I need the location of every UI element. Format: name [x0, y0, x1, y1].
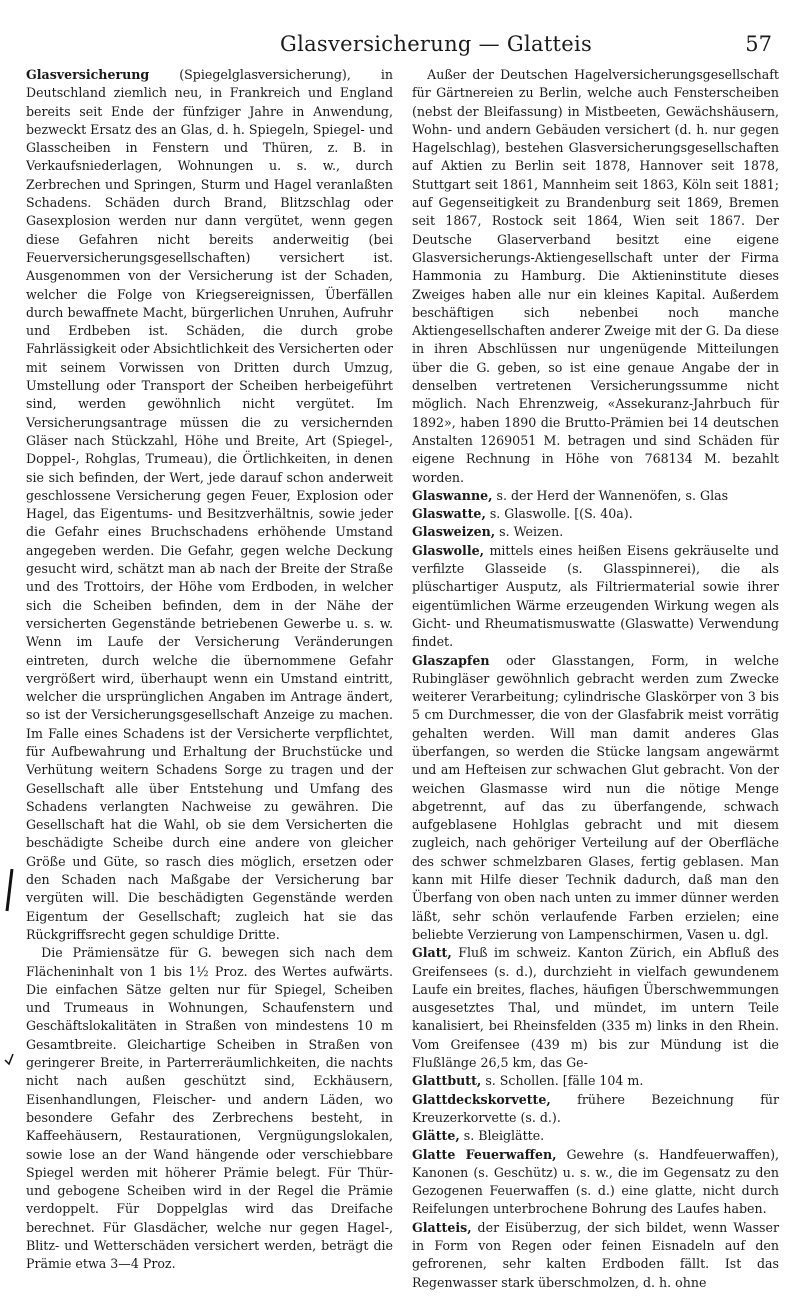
- entry-text: Die Prämiensätze für G. bewegen sich nach dem Flächeninhalt von 1 bis 1½ Proz. des Wertes aufwärts. Die einfachen Sätze gelten nur für Spiegel, Scheiben und Trumeaus in Wohnungen, Schaufenstern und Geschäftslokalitäten in Straßen von mindestens 10 m Gesamtbreite. Gleichartige Scheiben in Straßen von geringerer Breite, in Parterreräumlichkeiten, die nachts nicht nach außen geschützt sind, Eckhäusern, Eisenhandlungen, Fleischer- und andern Läden, wo besondere Gefahr des Zerbrechens besteht, in Kaffeehäusern, Restaurationen, Vergnügungslokalen, sowie lose an der Wand hängende oder verschiebbare Spiegel werden mit höherer Prämie belegt. Für Thür- und gebogene Scheiben wird in der Regel die Prämie verdoppelt. Für Doppelglas wird das Dreifache berechnet. Für Glasdächer, welche nur gegen Hagel-, Blitz- und Wetterschäden versichert werden, beträgt die Prämie etwa 3—4 Proz.: [26, 945, 393, 1272]
- dictionary-entry: [412, 1219, 779, 1292]
- entry-paragraph: [26, 944, 393, 1273]
- entry-text: (Spiegelglasversicherung), in Deutschland ziemlich neu, in Frankreich und England bereits seit Ende der fünfziger Jahre in Anwendung, bezweckt Ersatz des an Glas, d. h. Spiegeln, Spiegel- und Glasscheiben in Fenstern und Thüren, z. B. in Verkaufsniederlagen, Wohnungen u. s. w., durch Zerbrechen und Springen, Sturm und Hagel veranlaßten Schadens. Schäden durch Brand, Blitzschlag oder Gasexplosion werden nur dann vergütet, wenn gegen diese Gefahren nicht bereits anderweitig (bei Feuerversicherungsgesellschaften) versichert ist. Ausgenommen von der Versicherung ist der Schaden, welcher die Folge von Kriegsereignissen, Überfällen durch bewaffnete Macht, bürgerlichen Unruhen, Aufruhr und Erdbeben ist. Schäden, die durch grobe Fahrlässigkeit oder Absichtlichkeit des Versicherten oder mit seinem Vorwissen von Dritten durch Umzug, Umstellung oder Transport der Scheiben herbeigeführt sind, werden gewöhnlich nicht vergütet. Im Versicherungsantrage müssen die zu versichernden Gläser nach Stückzahl, Höhe und Breite, Art (Spiegel-, Doppel-, Rohglas, Trumeau), die Örtlichkeiten, in denen sie sich befinden, der Wert, jede darauf schon anderweit geschlossene Versicherung gegen Feuer, Explosion oder Hagel, das Eigentums- und Besitzverhältnis, sowie jeder die Gefahr eines Bruchschadens erhöhende Umstand angegeben werden. Die Gefahr, gegen welche Deckung gesucht wird, schätzt man ab nach der Breite der Straße und des Trottoirs, der Höhe vom Erdboden, in welcher sich die Scheiben befinden, dem in der Nähe der versicherten Gegenstände betriebenen Gewerbe u. s. w. Wenn im Laufe der Versicherung Veränderungen eintreten, durch welche die übernommene Gefahr vergrößert wird, überhaupt wenn ein Umstand eintritt, welcher die ursprünglichen Angaben im Antrage ändert, so ist der Versicherungsgesellschaft Anzeige zu machen. Im Falle eines Schadens ist der Versicherte verpflichtet, für Aufbewahrung und Erhaltung der Bruchstücke und Verhütung weitern Schadens Sorge zu tragen und der Gesellschaft alle über Entstehung und Umfang des Schadens verlangten Nachweise zu gewähren. Die Gesellschaft hat die Wahl, ob sie dem Versicherten die beschädigte Scheibe durch eine andere von gleicher Größe und Güte, so rasch dies möglich, ersetzen oder den Schaden nach Maßgabe der Versicherung bar vergüten will. Die beschädigten Gegenstände werden Eigentum der Gesellschaft; zugleich hat sie das Rückgriffsrecht gegen schuldige Dritte.: [26, 67, 393, 942]
- entry-paragraph: [412, 66, 779, 487]
- entry-text: s. Schollen. [fälle 104 m.: [481, 1073, 644, 1089]
- margin-pen-mark: [4, 868, 14, 912]
- dictionary-entry: [412, 505, 779, 523]
- dictionary-entry: [26, 66, 393, 944]
- dictionary-entry: [412, 487, 779, 505]
- entry-text: s. Weizen.: [495, 524, 564, 540]
- entry-text: Außer der Deutschen Hagelversicherungsgesellschaft für Gärtnereien zu Berlin, welche auch Fensterscheiben (nebst der Bleifassung) in Mistbeeten, Gewächshäusern, Wohn- und andern Gebäuden versichert (d. h. nur gegen Hagelschlag), bestehen Glasversicherungsgesellschaften auf Aktien zu Berlin seit 1878, Hannover seit 1878, Stuttgart seit 1861, Mannheim seit 1863, Köln seit 1881; auf Gegenseitigkeit zu Brandenburg seit 1869, Bremen seit 1867, Rostock seit 1864, Wien seit 1867. Der Deutsche Glaserverband besitzt eine eigene Glasversicherungs-Aktiengesellschaft unter der Firma Hammonia zu Hamburg. Die Aktieninstitute dieses Zweiges haben alle nur ein kleines Kapital. Außerdem beschäftigen sich nebenbei noch manche Aktiengesellschaften anderer Zweige mit der G. Da diese in ihren Abschlüssen nur ungenügende Mitteilungen über die G. geben, so ist eine genaue Angabe der in denselben vertretenen Versicherungssumme nicht möglich. Nach Ehrenzweig, «Assekuranz-Jahrbuch für 1892», haben 1890 die Brutto-Prämien bei 14 deutschen Anstalten 1269051 M. betragen und sind Schäden für eigene Rechnung in Höhe von 768134 M. bezahlt worden.: [412, 67, 779, 485]
- dictionary-entry: [412, 1091, 779, 1128]
- entry-headword: Glasversicherung: [26, 67, 150, 82]
- page-header: [0, 30, 800, 60]
- entry-text: s. Glaswolle. [(S. 40a).: [485, 506, 633, 522]
- running-head: Glasversicherung — Glatteis: [280, 32, 593, 56]
- entry-headword: Glätte,: [412, 1128, 460, 1144]
- margin-tick-mark: [4, 1052, 14, 1066]
- left-column: [26, 66, 393, 1274]
- dictionary-entry: [412, 523, 779, 541]
- entry-headword: Glaswolle,: [412, 542, 484, 558]
- entry-headword: Glaswatte,: [412, 506, 486, 522]
- dictionary-entry: [412, 944, 779, 1072]
- page-number: 57: [745, 32, 772, 56]
- entry-headword: Glattbutt,: [412, 1073, 482, 1089]
- entry-headword: Glasweizen,: [412, 524, 496, 540]
- dictionary-entry: [412, 542, 779, 652]
- entry-text: frühere Bezeichnung für Kreuzerkorvette (s. d.).: [412, 1091, 779, 1125]
- entry-text: Fluß im schweiz. Kanton Zürich, ein Abfluß des Greifensees (s. d.), durchzieht in vielfach gewundenem Laufe ein breites, flaches, häufigen Überschwemmungen ausgesetztes Thal, und mündet, im untern Teile kanalisiert, bei Rheinsfelden (335 m) links in den Rhein. Vom Greifensee (439 m) bis zur Mündung ist die Flußlänge 26,5 km, das Ge-: [412, 945, 779, 1071]
- entry-headword: Glatt,: [412, 945, 452, 961]
- entry-headword: Glatteis,: [412, 1219, 472, 1235]
- entry-headword: Glatte Feuerwaffen,: [412, 1146, 557, 1162]
- right-column: [412, 66, 779, 1292]
- dictionary-entry: [412, 1127, 779, 1145]
- entry-text: s. der Herd der Wannenöfen, s. Glas: [492, 487, 729, 503]
- entry-text: oder Glasstangen, Form, in welche Rubingläser gewöhnlich gebracht werden zum Zwecke weiterer Verarbeitung; cylindrische Glaskörper von 3 bis 5 cm Durchmesser, die von der Glasfabrik meist vorrätig gehalten werden. Will man damit anderes Glas überfangen, so werden die Stücke langsam angewärmt und am Hefteisen zur schwachen Glut gebracht. Von der weichen Glasmasse wird nun die nötige Menge abgetrennt, auf das zu überfangende, schwach aufgeblasene Hohlglas gebracht und mit diesem zugleich, nach gehöriger Verteilung auf der Oberfläche des schwer schmelzbaren Glases, fertig geblasen. Man kann mit Hilfe dieser Technik dadurch, daß man den Überfang von oben nach unten zu immer dünner werden läßt, sehr schön verlaufende Farben erzielen; eine beliebte Verzierung von Lampenschirmen, Vasen u. dgl.: [412, 652, 779, 942]
- dictionary-entry: [412, 1072, 779, 1090]
- entry-headword: Glaszapfen: [412, 652, 490, 668]
- entry-headword: Glattdeckskorvette,: [412, 1091, 551, 1107]
- entry-text: der Eisüberzug, der sich bildet, wenn Wasser in Form von Regen oder feinen Eisnadeln auf den gefrorenen, sehr kalten Erdboden fällt. Ist das Regenwasser stark überschmolzen, d. h. ohne: [412, 1219, 779, 1290]
- entry-text: mittels eines heißen Eisens gekräuselte und verfilzte Glasseide (s. Glasspinnerei), die als plüschartiger Ausputz, als Filtriermaterial sowie ihrer eigentümlichen Wärme erzeugenden Wirkung wegen als Gicht- und Rheumatismuswatte (Glaswatte) Verwendung findet.: [412, 542, 779, 650]
- dictionary-entry: [412, 1146, 779, 1219]
- dictionary-entry: [412, 652, 779, 945]
- entry-headword: Glaswanne,: [412, 487, 493, 503]
- entry-text: Gewehre (s. Handfeuerwaffen), Kanonen (s. Geschütz) u. s. w., die im Gegensatz zu den Gezogenen Feuerwaffen (s. d.) eine glatte, nicht durch Reifelungen unterbrochene Bohrung des Laufes haben.: [412, 1146, 779, 1217]
- entry-text: s. Bleiglätte.: [459, 1128, 545, 1144]
